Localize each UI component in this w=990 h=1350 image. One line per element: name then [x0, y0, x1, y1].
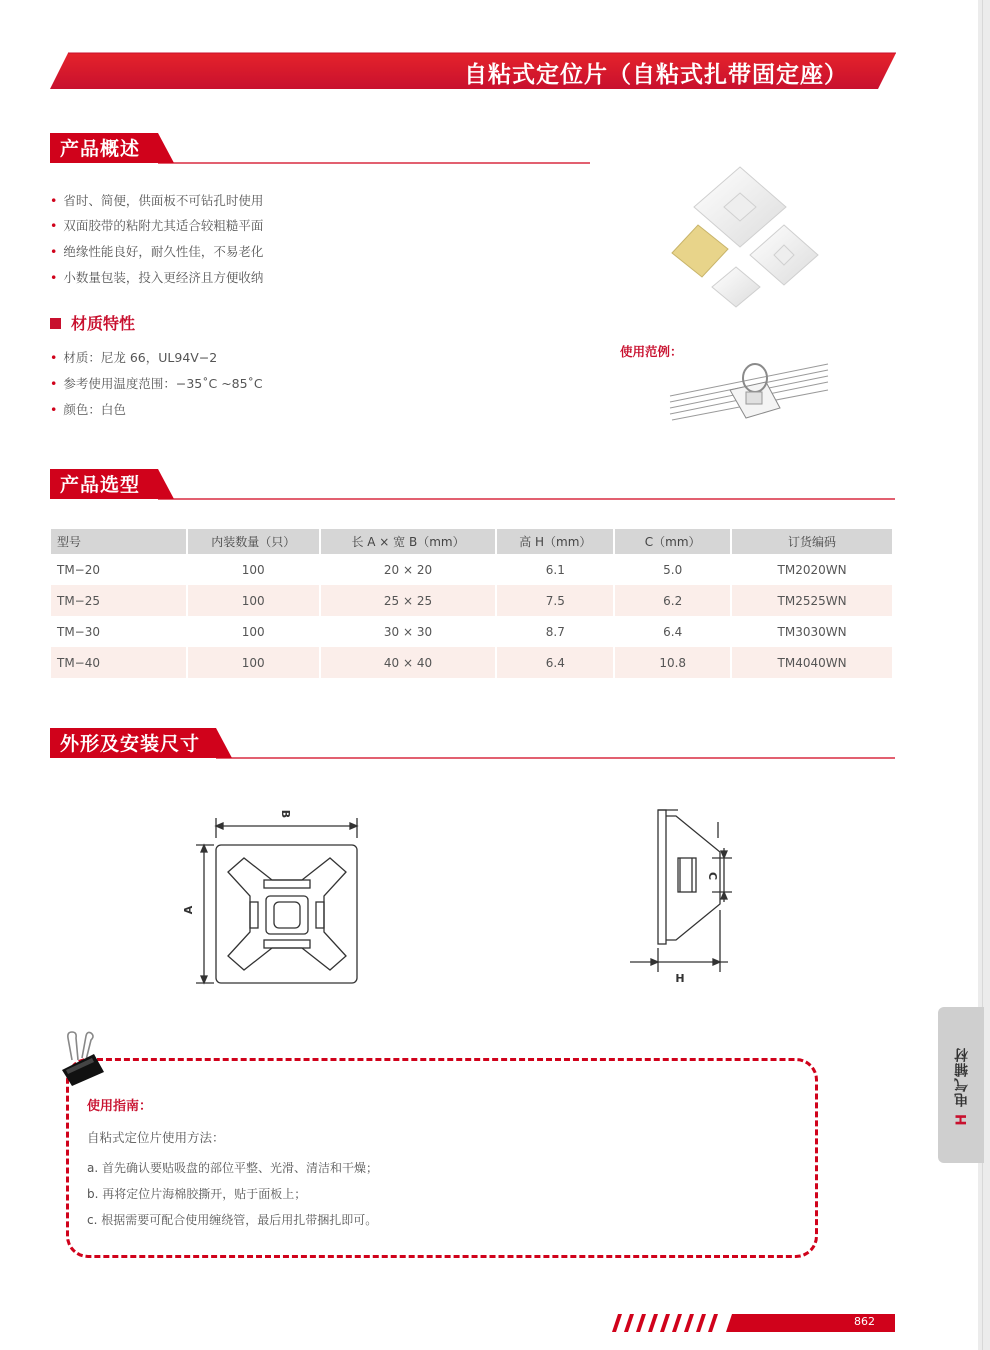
column-header: 长 A × 宽 B（mm） [320, 529, 497, 554]
table-cell: TM2525WN [731, 585, 893, 616]
page-number: 862 [854, 1315, 875, 1328]
usage-guide-step: a. 首先确认要贴吸盘的部位平整、光滑、清洁和干燥； [87, 1161, 378, 1175]
table-cell: 7.5 [496, 585, 614, 616]
table-cell: 8.7 [496, 616, 614, 647]
column-header: 订货编码 [731, 529, 893, 554]
column-header: C（mm） [614, 529, 731, 554]
overview-bullet: • 绝缘性能良好，耐久性佳，不易老化 [50, 244, 264, 259]
category-side-tab-label: H 电气辅材 [954, 1047, 970, 1126]
material-bullet: • 参考使用温度范围：−35˚C ~85˚C [50, 376, 263, 391]
section-header-shape [50, 467, 895, 503]
table-row [51, 554, 893, 585]
table-cell: TM4040WN [731, 647, 893, 678]
table-cell: TM−25 [51, 585, 187, 616]
table-cell: TM−30 [51, 616, 187, 647]
dimension-label-b: B [279, 809, 292, 819]
table-cell: 5.0 [614, 554, 731, 585]
table-cell: TM3030WN [731, 616, 893, 647]
usage-guide-box [66, 1058, 818, 1258]
table-cell: 100 [187, 647, 320, 678]
section-title: 外形及安装尺寸 [60, 733, 201, 755]
table-cell: 20 × 20 [320, 554, 497, 585]
table-cell: 10.8 [614, 647, 731, 678]
table-cell: 30 × 30 [320, 616, 497, 647]
square-bullet-icon [50, 318, 61, 329]
usage-example-photo [668, 356, 833, 426]
overview-bullet: • 省时、简便，供面板不可钻孔时使用 [50, 193, 264, 208]
table-cell: TM2020WN [731, 554, 893, 585]
column-header: 型号 [51, 529, 187, 554]
page-number-bar [610, 1312, 895, 1334]
material-bullet: • 颜色：白色 [50, 402, 126, 417]
material-subheader: 材质特性 [50, 311, 135, 334]
binder-clip-icon [58, 1030, 112, 1088]
side-view-drawing [620, 800, 740, 990]
table-cell: 100 [187, 616, 320, 647]
category-side-tab[interactable] [938, 1007, 984, 1163]
material-bullet: • 材质：尼龙 66，UL94V−2 [50, 350, 218, 365]
usage-guide-title: 使用指南： [87, 1099, 153, 1114]
section-title: 产品概述 [60, 138, 141, 160]
table-header-row [51, 529, 893, 554]
usage-guide-intro: 自粘式定位片使用方法： [87, 1130, 225, 1145]
table-cell: 100 [187, 585, 320, 616]
table-row [51, 616, 893, 647]
section-header-selection [50, 467, 895, 503]
section-header-dimensions [50, 726, 895, 762]
dimension-label-h: H [675, 972, 685, 985]
section-header-overview [50, 131, 895, 167]
table-row [51, 647, 893, 678]
column-header: 内装数量（只） [187, 529, 320, 554]
table-cell: 6.4 [496, 647, 614, 678]
table-cell: 40 × 40 [320, 647, 497, 678]
usage-guide-step: c. 根据需要可配合使用缠绕管，最后用扎带捆扎即可。 [87, 1213, 378, 1227]
column-header: 高 H（mm） [496, 529, 614, 554]
dimension-label-a: A [182, 905, 195, 915]
page-title: 自粘式定位片（自粘式扎带固定座） [464, 62, 848, 88]
table-cell: TM−40 [51, 647, 187, 678]
product-photo [668, 163, 828, 313]
table-cell: 25 × 25 [320, 585, 497, 616]
top-view-drawing [176, 800, 376, 995]
title-banner [50, 52, 896, 90]
usage-example-label: 使用范例： [620, 344, 683, 359]
section-title: 产品选型 [60, 474, 141, 496]
table-row [51, 585, 893, 616]
table-cell: 6.1 [496, 554, 614, 585]
overview-bullet: • 小数量包装，投入更经济且方便收纳 [50, 270, 264, 285]
usage-guide-step: b. 再将定位片海棉胶撕开，贴于面板上； [87, 1187, 307, 1201]
table-cell: 6.2 [614, 585, 731, 616]
table-cell: 6.4 [614, 616, 731, 647]
table-cell: TM−20 [51, 554, 187, 585]
overview-bullet: • 双面胶带的粘附尤其适合较粗糙平面 [50, 218, 264, 233]
section-header-shape [50, 131, 895, 167]
table-cell: 100 [187, 554, 320, 585]
dimension-label-c: C [706, 871, 719, 881]
selection-table [51, 529, 894, 678]
